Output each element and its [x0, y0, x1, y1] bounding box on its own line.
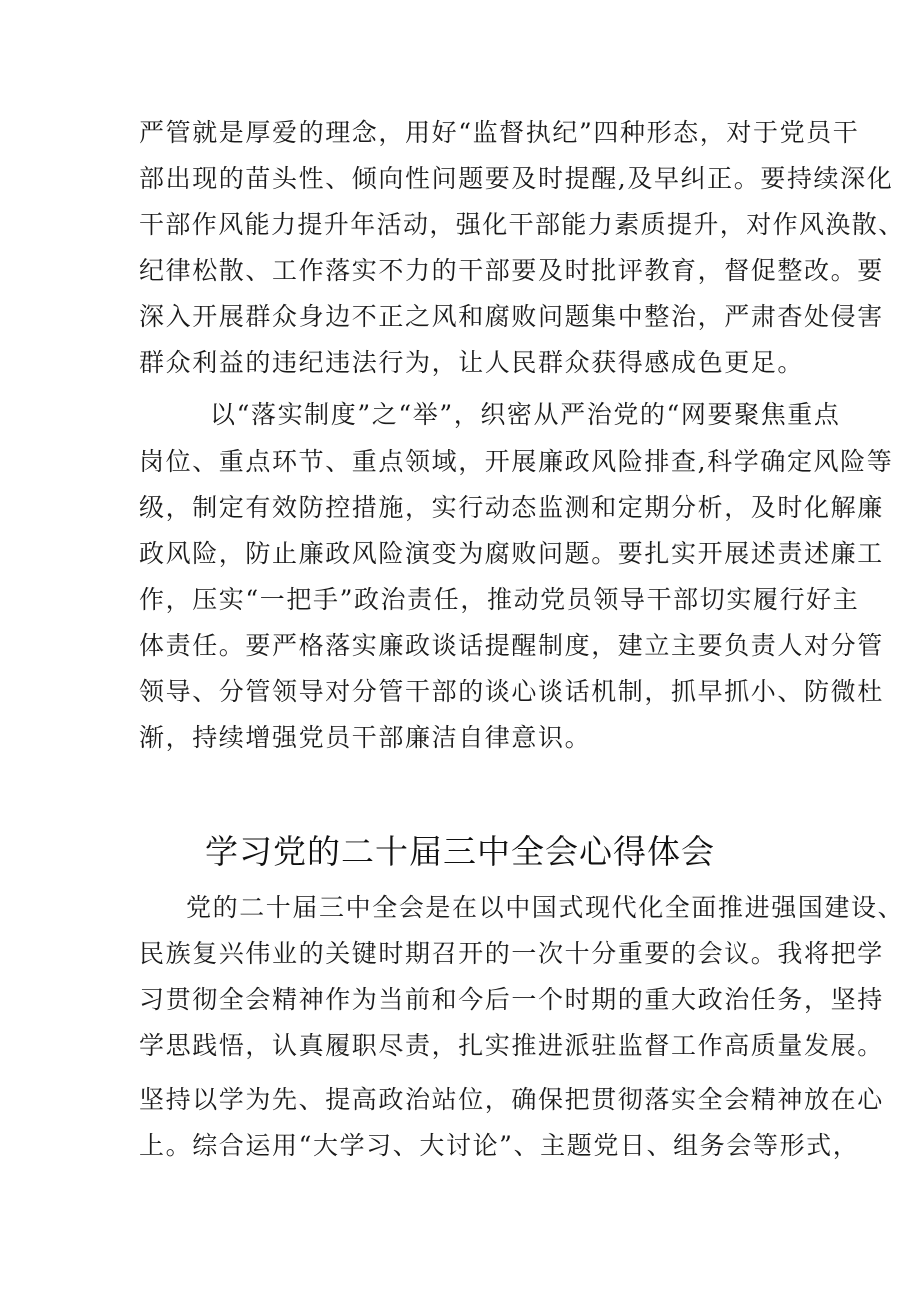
section-title: 学习党的二十届三中全会心得体会 — [205, 832, 715, 871]
text-line: 体责任。要严格落实廉政谈话提醒制度，建立主要负责人对分管 — [139, 631, 884, 660]
text-line: 群众利益的违纪违法行为，让人民群众获得感成色更足。 — [139, 348, 805, 377]
text-line: 岗位、重点环节、重点领域，开展廉政风险排查,科学确定风险等 — [139, 447, 894, 476]
text-line: 干部作风能力提升年活动，强化干部能力素质提升，对作风涣散、 — [139, 210, 905, 239]
text-line: 学思践悟，认真履职尽责，扎实推进派驻监督工作高质量发展。 — [139, 1031, 884, 1060]
text-line: 政风险，防止廉政风险演变为腐败问题。要扎实开展述责述廉工 — [139, 539, 884, 568]
text-line: 习贯彻全会精神作为当前和今后一个时期的重大政治任务，坚持 — [139, 985, 884, 1014]
text-line: 级，制定有效防控措施，实行动态监测和定期分析，及时化解廉 — [139, 493, 884, 522]
text-line: 部出现的苗头性、倾向性问题要及时提醒,及早纠正。要持续深化 — [139, 164, 894, 193]
text-line: 民族复兴伟业的关键时期召开的一次十分重要的会议。我将把学 — [139, 939, 884, 968]
text-line: 严管就是厚爱的理念，用好“监督执纪”四种形态，对于党员干 — [139, 118, 860, 147]
text-line: 领导、分管领导对分管干部的谈心谈话机制，抓早抓小、防微杜 — [139, 677, 884, 706]
text-line: 渐，持续增强党员干部廉洁自律意识。 — [139, 723, 592, 752]
text-line: 作，压实“一把手”政治责任，推动党员领导干部切实履行好主 — [139, 585, 860, 614]
text-line: 坚持以学为先、提高政治站位，确保把贯彻落实全会精神放在心 — [139, 1085, 884, 1114]
text-line: 上。综合运用“大学习、大讨论”、主题党日、组务会等形式， — [139, 1131, 860, 1160]
text-line: 纪律松散、工作落实不力的干部要及时批评教育，督促整改。要 — [139, 256, 884, 285]
text-line: 深入开展群众身边不正之风和腐败问题集中整治，严肃杳处侵害 — [139, 302, 884, 331]
text-line: 党的二十届三中全会是在以中国式现代化全面推进强国建设、 — [186, 893, 905, 922]
text-line: 以“落实制度”之“举”，织密从严治党的“网要聚焦重点 — [210, 400, 841, 429]
